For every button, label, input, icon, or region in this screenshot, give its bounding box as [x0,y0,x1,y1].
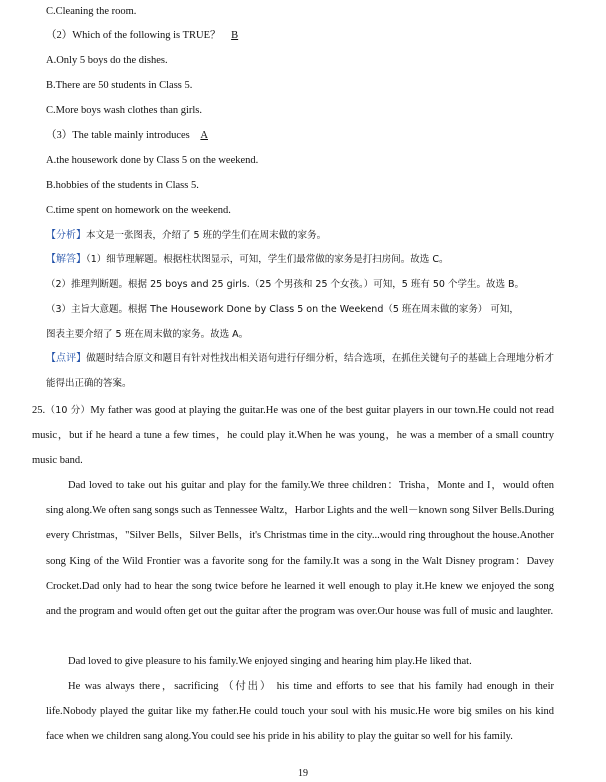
comment-text: 做题时结合原文和题目有针对性找出相关语句进行仔细分析，结合选项，在抓住关键句子的基础上合理地分析才能得出正确的答案。 [46,353,554,389]
question-25-paragraph-3: Dad loved to give pleasure to his family.We enjoyed singing and hearing him play.He liked that. [68,656,472,667]
question-3-answer: A [200,130,208,141]
analysis-line [46,229,326,243]
question-3-option-b: B.hobbies of the students in Class 5. [46,180,199,191]
question-25-score: （10 分） [45,405,91,416]
question-2-stem [46,29,246,43]
question-3-option-a: A.the housework done by Class 5 on the weekend. [46,155,259,166]
question-2-option-a: A.Only 5 boys do the dishes. [46,55,168,66]
explain-line-3: （3）主旨大意题。根据 The Housework Done by Class 5 on the Weekend（5 班在周末做的家务） 可知， [46,304,519,315]
explain-line-2: （2）推理判断题。根据 25 boys and 25 girls.（25 个男孩和 25 个女孩。）可知，5 班有 50 个学生。故选 B。 [46,279,525,290]
option-c-cleaning: C.Cleaning the room. [46,6,137,17]
comment-label: 【点评】 [46,353,87,364]
question-25-paragraph-4: He was always there，sacrificing （付出） his time and efforts to see that his family had enough in their life.Nobody played the guitar like my father.He could touch your soul with his music.He wore big smiles on his kind face when we children sang along.You could see his pride in his ability to play the guitar so well for his family. [46,681,554,743]
question-3-stem [46,129,216,143]
question-2-text: （2）Which of the following is TRUE？ [46,30,221,41]
question-25-number: 25. [32,405,46,416]
explain-line-4: 图表主要介绍了 5 班在周末做的家务。故选 A。 [46,329,249,340]
explain-line-1 [46,253,448,267]
question-25-paragraph-1 [32,398,554,474]
explain-part-1: （1）细节理解题。根据柱状图显示，可知，学生们最常做的家务是打扫房间。故选 C。 [86,254,449,265]
analysis-label: 【分析】 [46,230,86,241]
analysis-text: 本文是一张图表，介绍了 5 班的学生们在周末做的家务。 [86,230,327,241]
page-number: 19 [298,768,308,779]
question-25-para-1: My father was good at playing the guitar.He was one of the best guitar players in our town.He could not read music，but if he heard a tune a few times，he could play it.When he was young，he was a member of a small country music band. [32,405,554,467]
comment-block [46,346,554,396]
question-3-option-c: C.time spent on homework on the weekend. [46,205,231,216]
question-2-answer: B [231,30,239,41]
question-25-paragraph-2: Dad loved to take out his guitar and play for the family.We three children：Trisha，Monte and I，would often sing along.We often sang songs such as Tennessee Waltz，Harbor Lights and the well－known song Silver Bells.During every Christmas，"Silver Bells，Silver Bells，it's Christmas time in the city...would ring throughout the house.Another song King of the Wild Frontier was a favorite song for the family.It was a song in the Walt Disney program：Davey Crocket.Dad only had to hear the song twice before he learned it well enough to play it.He knew we enjoyed the song and the program and would often get out the guitar after the program was over.Our house was full of music and laughter. [46,480,554,618]
question-3-text: （3）The table mainly introduces [46,130,190,141]
question-2-option-c: C.More boys wash clothes than girls. [46,105,203,116]
question-2-option-b: B.There are 50 students in Class 5. [46,80,193,91]
explain-label: 【解答】 [46,254,86,265]
